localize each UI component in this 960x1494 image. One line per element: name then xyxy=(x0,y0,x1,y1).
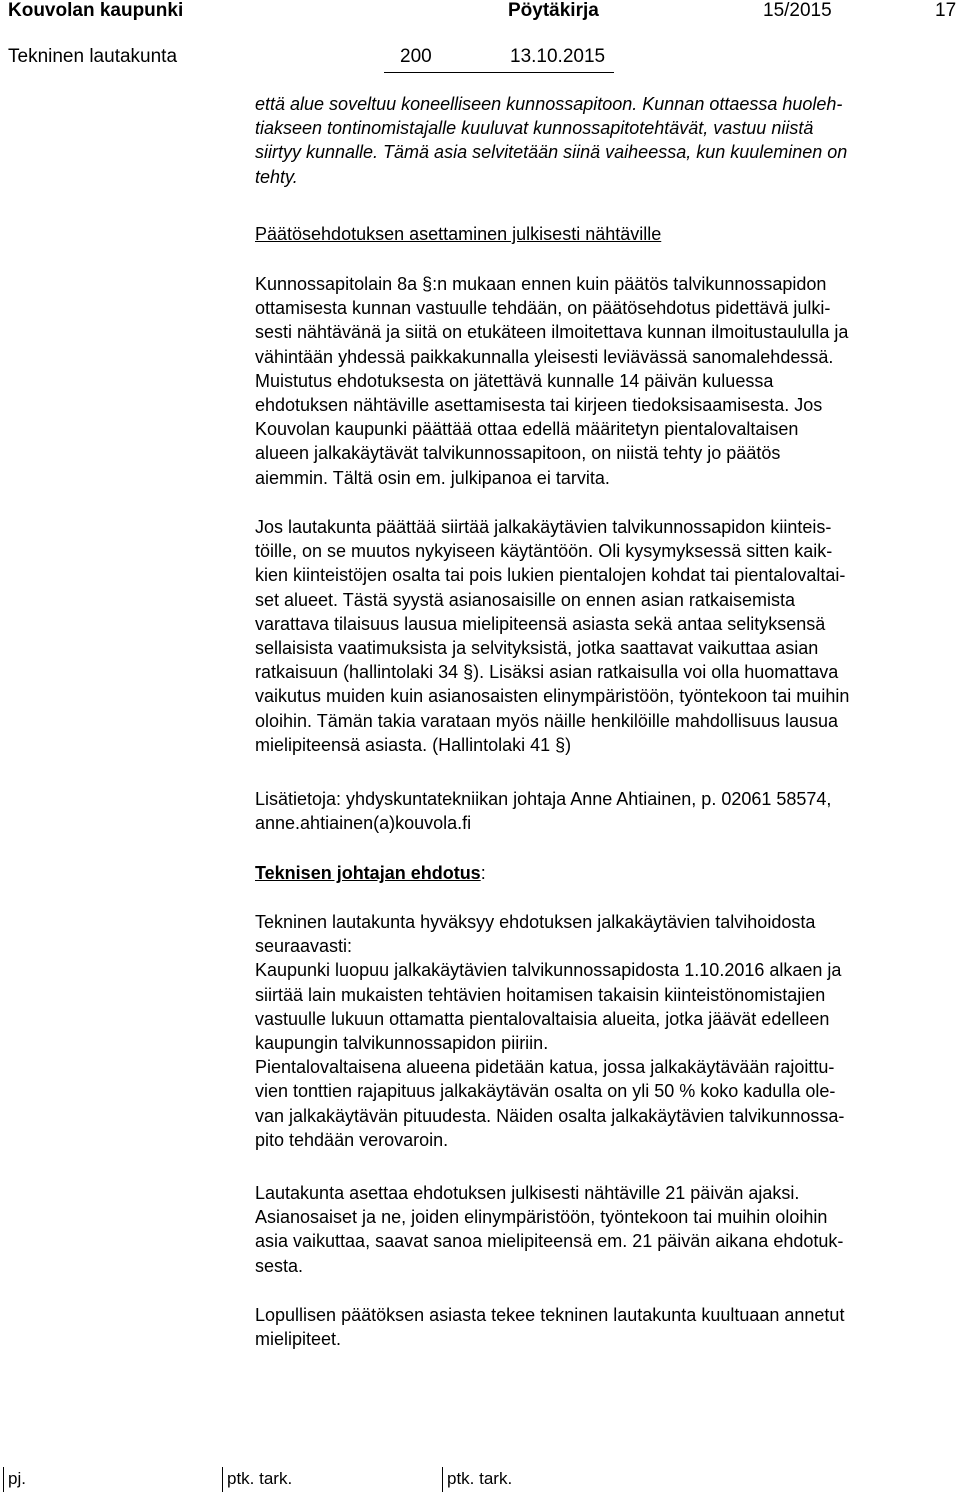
text-line: seuraavasti: xyxy=(255,936,353,957)
text-line: Lautakunta asettaa ehdotuksen julkisesti nähtäville 21 päivän ajaksi. xyxy=(255,1183,800,1203)
org-name: Kouvolan kaupunki xyxy=(8,0,184,21)
signature-label-reviewer-1: ptk. tark. xyxy=(227,1469,293,1488)
signature-box-chair xyxy=(3,1467,4,1492)
text-line: set alueet. Tästä syystä asianosaisille on ennen asian ratkaisemista xyxy=(255,589,795,610)
text-line: ratkaisuun (hallintolaki 34 §). Lisäksi asian ratkaisulla voi olla huomattava xyxy=(255,662,839,683)
page-number: 17 xyxy=(935,0,957,21)
text-line: mielipiteet. xyxy=(255,1329,342,1350)
text-line: kaupungin talvikunnossapidon piiriin. xyxy=(255,1033,549,1054)
paragraph-final-decision xyxy=(255,1303,955,1351)
paragraph-hearing xyxy=(255,515,955,757)
text-line: Jos lautakunta päättää siirtää jalkakäytävien talvikunnossapidon kiinteis- xyxy=(255,517,832,537)
text-line: pito tehdään verovaroin. xyxy=(255,1129,449,1150)
doc-type: Pöytäkirja xyxy=(508,0,599,21)
text-line: vähintään yhdessä paikkakunnalla yleisesti leviävässä sanomalehdessä. xyxy=(255,346,834,367)
paragraph-proposal xyxy=(255,910,955,1152)
signature-label-reviewer-2: ptk. tark. xyxy=(447,1469,513,1488)
paragraph-public-notice xyxy=(255,272,955,490)
section-number: 200 xyxy=(400,46,432,67)
paragraph-display xyxy=(255,1181,955,1278)
text-line: siirtyy kunnalle. Tämä asia selvitetään siinä vaiheessa, kun kuuleminen on xyxy=(255,142,848,163)
meeting-date: 13.10.2015 xyxy=(510,46,606,67)
text-line: että alue soveltuu koneelliseen kunnossapitoon. Kunnan ottaessa huoleh- xyxy=(255,94,843,114)
text-line: töille, on se muutos nykyiseen käytäntöön. Oli kysymyksessä sitten kaik- xyxy=(255,541,833,562)
text-line: sellaisista vaatimuksista ja selvityksistä, jotka saattavat vaikuttaa asian xyxy=(255,638,819,659)
signature-box-reviewer-1 xyxy=(222,1467,223,1492)
text-line: Asianosaiset ja ne, joiden elinympäristöön, työntekoon tai muihin oloihin xyxy=(255,1207,828,1228)
text-line: sesta. xyxy=(255,1255,304,1276)
text-line: asia vaikuttaa, saavat sanoa mielipiteensä em. 21 päivän aikana ehdotuk- xyxy=(255,1231,844,1252)
text-line: aiemmin. Tältä osin em. julkipanoa ei tarvita. xyxy=(255,467,610,488)
text-line: Lisätietoja: yhdyskuntatekniikan johtaja Anne Ahtiainen, p. 02061 58574, xyxy=(255,789,832,809)
text-line: Kouvolan kaupunki päättää ottaa edellä määritetyn pientalovaltaisen xyxy=(255,419,799,440)
committee-name: Tekninen lautakunta xyxy=(8,46,178,67)
intro-paragraph xyxy=(255,92,955,189)
text-line: kien kiinteistöjen osalta tai pois lukien pientalojen kohdat tai pientalovaltai- xyxy=(255,565,846,586)
text-line: Tekninen lautakunta hyväksyy ehdotuksen jalkakäytävien talvihoidosta xyxy=(255,912,816,932)
text-line: sesti nähtävänä ja siitä on etukäteen ilmoitettava kunnan ilmoitustaululla ja xyxy=(255,322,849,343)
text-line: tehty. xyxy=(255,166,298,187)
text-line: siirtää lain mukaisten tehtävien hoitamisen takaisin kiinteistönomistajien xyxy=(255,984,826,1005)
signature-box-reviewer-2 xyxy=(442,1467,443,1492)
signature-label-chair: pj. xyxy=(8,1469,26,1488)
text-line: mielipiteensä asiasta. (Hallintolaki 41 §) xyxy=(255,734,572,755)
text-line: vaikutus muiden kuin asianosaisten elinympäristöön, työntekoon tai muihin xyxy=(255,686,850,707)
section-subheading: Päätösehdotuksen asettaminen julkisesti nähtäville xyxy=(255,224,662,244)
proposal-heading-colon: : xyxy=(480,863,486,883)
text-line: ehdotuksen nähtäville asettamisesta tai kirjeen tiedoksisaamisesta. Jos xyxy=(255,395,823,416)
text-line: Kaupunki luopuu jalkakäytävien talvikunnossapidosta 1.10.2016 alkaen ja xyxy=(255,960,842,981)
proposal-heading-text: Teknisen johtajan ehdotus xyxy=(255,863,481,883)
text-line: vien tonttien rajapituus jalkakäytävän osalta on yli 50 % koko kadulla ole- xyxy=(255,1081,836,1102)
text-line: ottamisesta kunnan vastuulle tehdään, on päätösehdotus pidettävä julki- xyxy=(255,298,831,319)
text-line: vastuulle lukuun ottamatta pientalovaltaisia alueita, jotka jäävät edelleen xyxy=(255,1008,830,1029)
contact-info xyxy=(255,787,955,835)
text-line: Lopullisen päätöksen asiasta tekee tekninen lautakunta kuultuaan annetut xyxy=(255,1305,845,1325)
text-line: Kunnossapitolain 8a §:n mukaan ennen kuin päätös talvikunnossapidon xyxy=(255,274,827,294)
text-line: Muistutus ehdotuksesta on jätettävä kunnalle 14 päivän kuluessa xyxy=(255,370,774,391)
text-line: oloihin. Tämän takia varataan myös näille henkilöille mahdollisuus lausua xyxy=(255,710,838,731)
header-rule xyxy=(384,72,614,73)
text-line: alueen jalkakäytävät talvikunnossapitoon, on niistä tehty jo päätös xyxy=(255,443,781,464)
proposal-heading xyxy=(255,861,955,885)
text-line: varattava tilaisuus lausua mielipiteensä asiasta sekä antaa selityksensä xyxy=(255,613,826,634)
text-line: Pientalovaltaisena alueena pidetään katua, jossa jalkakäytävään rajoittu- xyxy=(255,1057,835,1078)
contact-email: anne.ahtiainen(a)kouvola.fi xyxy=(255,813,472,834)
text-line: van jalkakäytävän pituudesta. Näiden osalta jalkakäytävien talvikunnossa- xyxy=(255,1105,845,1126)
text-line: tiakseen tontinomistajalle kuuluvat kunnossapitotehtävät, vastuu niistä xyxy=(255,118,814,139)
doc-number: 15/2015 xyxy=(763,0,832,21)
